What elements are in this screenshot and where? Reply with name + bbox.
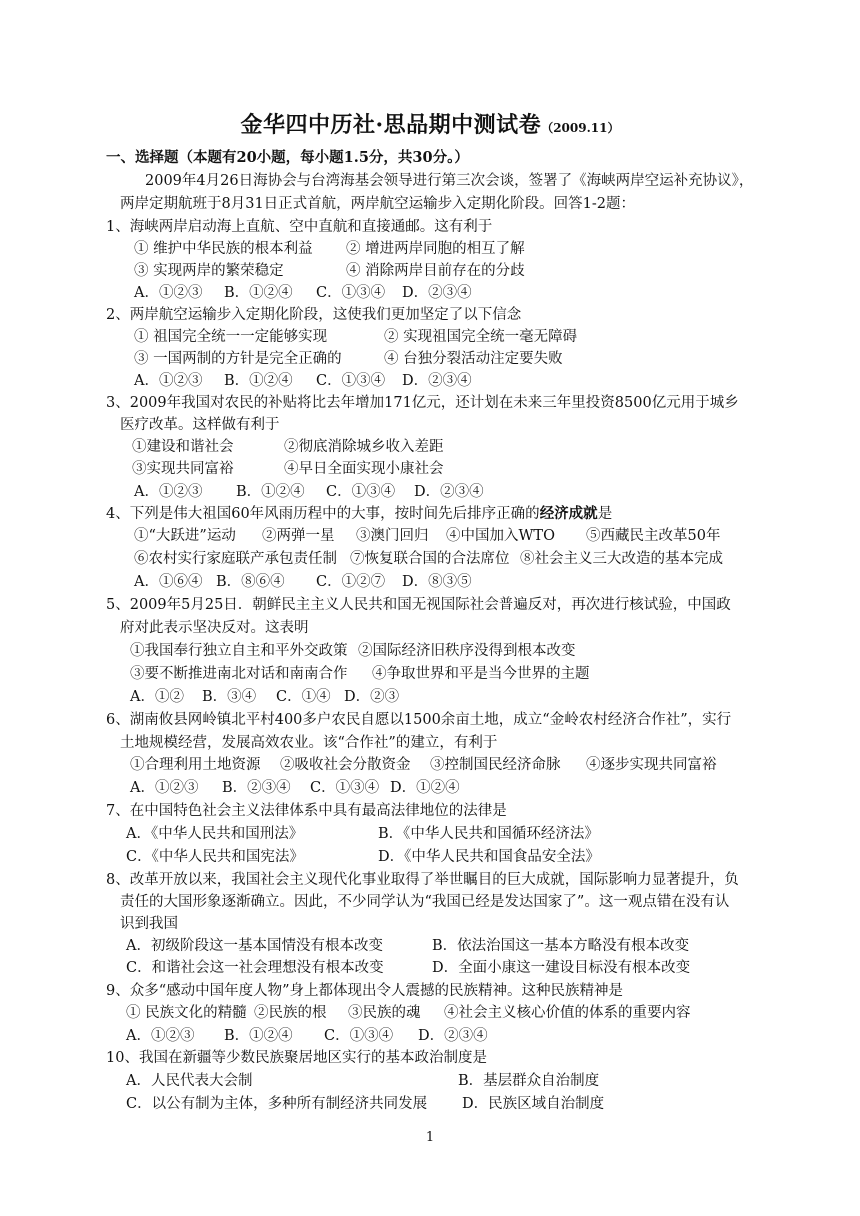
q6-option-4: ④逐步实现共同富裕	[586, 757, 717, 773]
q4-event-7: ⑦恢复联合国的合法席位	[350, 551, 510, 567]
q6-choice-d: D．①②④	[390, 780, 460, 796]
q3-choice-a: A．①②③	[134, 484, 203, 500]
question-5-stem-cont: 府对此表示坚决反对。这表明	[120, 620, 309, 636]
q6-choice-c: C．①③④	[310, 780, 380, 796]
question-8-stem-end: 识到我国	[120, 916, 178, 932]
q6-choice-b: B．②③④	[222, 780, 291, 796]
exam-title: 金华四中历社·思品期中测试卷	[240, 112, 542, 138]
q2-option-1: ① 祖国完全统一一定能够实现	[134, 329, 328, 345]
q10-choice-c: C．以公有制为主体，多种所有制经济共同发展	[126, 1096, 428, 1112]
q6-option-2: ②吸收社会分散资金	[280, 757, 411, 773]
q1-option-1: ① 维护中华民族的根本利益	[134, 241, 313, 257]
q1-option-2: ② 增进两岸同胞的相互了解	[346, 241, 525, 257]
q9-option-3: ③民族的魂	[348, 1005, 421, 1021]
q7-choice-b: B．《中华人民共和国循环经济法》	[378, 826, 599, 842]
q1-option-4: ④ 消除两岸目前存在的分歧	[346, 263, 525, 279]
q3-option-2: ②彻底消除城乡收入差距	[284, 439, 444, 455]
q1-choice-d: D．②③④	[402, 285, 472, 301]
q8-choice-a: A．初级阶段这一基本国情没有根本改变	[126, 938, 383, 954]
q4-event-5: ⑤西藏民主改革50年	[586, 528, 721, 544]
q3-option-3: ③实现共同富裕	[132, 461, 234, 477]
q5-choice-d: D．②③	[344, 689, 400, 705]
q5-option-1: ①我国奉行独立自主和平外交政策	[130, 643, 348, 659]
q2-option-4: ④ 台独分裂活动注定要失败	[384, 351, 563, 367]
q8-choice-d: D．全面小康这一建设目标没有根本改变	[432, 960, 691, 976]
q4-choice-d: D．⑧③⑤	[402, 574, 472, 590]
q5-option-2: ②国际经济旧秩序没得到根本改变	[358, 643, 576, 659]
q6-choice-a: A．①②③	[130, 780, 199, 796]
q1-choice-a: A．①②③	[134, 285, 203, 301]
q1-choice-b: B．①②④	[224, 285, 293, 301]
q9-choice-b: B．①②④	[224, 1028, 293, 1044]
intro-line-2: 两岸定期航班于8月31日正式首航，两岸航空运输步入定期化阶段。回答1-2题：	[120, 196, 636, 212]
q2-choice-b: B．①②④	[224, 373, 293, 389]
intro-line-1: 2009年4月26日海协会与台湾海基会领导进行第三次会谈，签署了《海峡两岸空运补充协议》，	[145, 173, 754, 189]
question-2-stem: 2、两岸航空运输步入定期化阶段，这使我们更加坚定了以下信念	[106, 307, 522, 323]
q9-option-2: ②民族的根	[254, 1005, 327, 1021]
q3-choice-c: C．①③④	[326, 484, 396, 500]
q4-choice-a: A．①⑥④	[134, 574, 203, 590]
q3-choice-d: D．②③④	[414, 484, 484, 500]
q10-choice-b: B．基层群众自治制度	[458, 1073, 600, 1089]
q3-option-4: ④早日全面实现小康社会	[284, 461, 444, 477]
q5-option-3: ③要不断推进南北对话和南南合作	[130, 666, 348, 682]
page-title	[0, 108, 860, 139]
q2-choice-c: C．①③④	[316, 373, 386, 389]
q5-choice-a: A．①②	[130, 689, 184, 705]
q1-choice-c: C．①③④	[316, 285, 386, 301]
question-8-stem: 8、改革开放以来，我国社会主义现代化事业取得了举世瞩目的巨大成就，国际影响力显著提升，负	[106, 872, 739, 888]
question-6-stem-cont: 土地规模经营，发展高效农业。该“合作社”的建立，有利于	[120, 735, 498, 751]
page-number: 1	[425, 1130, 435, 1145]
question-9-stem: 9、众多“感动中国年度人物”身上都体现出令人震撼的民族精神。这种民族精神是	[106, 983, 624, 999]
q2-choice-d: D．②③④	[402, 373, 472, 389]
question-6-stem: 6、湖南攸县网岭镇北平村400多户农民自愿以1500余亩土地，成立“金岭农村经济合作社”，实行	[106, 712, 732, 728]
q6-option-1: ①合理利用土地资源	[130, 757, 261, 773]
q5-choice-b: B．③④	[202, 689, 257, 705]
q4-stem-end: 是	[597, 506, 613, 522]
q2-choice-a: A．①②③	[134, 373, 203, 389]
q3-option-1: ①建设和谐社会	[132, 439, 234, 455]
question-10-stem: 10、我国在新疆等少数民族聚居地区实行的基本政治制度是	[106, 1050, 487, 1066]
q9-option-4: ④社会主义核心价值的体系的重要内容	[444, 1005, 691, 1021]
question-3-stem: 3、2009年我国对农民的补贴将比去年增加171亿元，还计划在未来三年里投资8500亿元用于城乡	[106, 395, 739, 411]
q1-option-3: ③ 实现两岸的繁荣稳定	[134, 263, 284, 279]
q8-choice-b: B．依法治国这一基本方略没有根本改变	[432, 938, 690, 954]
q4-event-4: ④中国加入WTO	[446, 528, 555, 544]
question-3-stem-cont: 医疗改革。这样做有利于	[120, 417, 280, 433]
q5-option-4: ④争取世界和平是当今世界的主题	[372, 666, 590, 682]
q9-choice-c: C．①③④	[324, 1028, 394, 1044]
q4-stem-emphasis: 经济成就	[539, 505, 598, 522]
q4-event-8: ⑧社会主义三大改造的基本完成	[520, 551, 723, 567]
question-7-stem: 7、在中国特色社会主义法律体系中具有最高法律地位的法律是	[106, 803, 507, 819]
q9-option-1: ① 民族文化的精髓	[126, 1005, 247, 1021]
question-1-stem: 1、海峡两岸启动海上直航、空中直航和直接通邮。这有利于	[106, 219, 493, 235]
q2-option-2: ② 实现祖国完全统一毫无障碍	[384, 329, 578, 345]
q7-choice-d: D．《中华人民共和国食品安全法》	[378, 849, 600, 865]
q4-event-1: ①“大跃进”运动	[134, 528, 236, 544]
q2-option-3: ③ 一国两制的方针是完全正确的	[134, 351, 342, 367]
q3-choice-b: B．①②④	[236, 484, 305, 500]
q9-choice-d: D．②③④	[418, 1028, 488, 1044]
section-heading: 一、选择题（本题有20小题，每小题1.5分，共30分。）	[106, 149, 469, 166]
question-8-stem-cont: 责任的大国形象逐渐确立。因此，不少同学认为“我国已经是发达国家了”。这一观点错在没有认	[120, 894, 730, 910]
q4-stem-text: 4、下列是伟大祖国60年风雨历程中的大事，按时间先后排序正确的	[106, 506, 540, 522]
q4-choice-b: B．⑧⑥④	[216, 574, 285, 590]
exam-date: （2009.11）	[541, 121, 620, 135]
question-5-stem: 5、2009年5月25日．朝鲜民主主义人民共和国无视国际社会普遍反对，再次进行核试验，中国政	[106, 597, 731, 613]
q4-event-6: ⑥农村实行家庭联产承包责任制	[134, 551, 337, 567]
q10-choice-d: D．民族区域自治制度	[462, 1096, 605, 1112]
q8-choice-c: C．和谐社会这一社会理想没有根本改变	[126, 960, 384, 976]
q4-choice-c: C．①②⑦	[316, 574, 386, 590]
q10-choice-a: A．人民代表大会制	[126, 1073, 253, 1089]
question-4-stem	[106, 503, 612, 525]
q6-option-3: ③控制国民经济命脉	[430, 757, 561, 773]
q7-choice-a: A．《中华人民共和国刑法》	[126, 826, 304, 842]
q4-event-3: ③澳门回归	[356, 528, 429, 544]
q4-event-2: ②两弹一星	[262, 528, 335, 544]
q5-choice-c: C．①④	[276, 689, 331, 705]
q9-choice-a: A．①②③	[126, 1028, 195, 1044]
q7-choice-c: C．《中华人民共和国宪法》	[126, 849, 304, 865]
